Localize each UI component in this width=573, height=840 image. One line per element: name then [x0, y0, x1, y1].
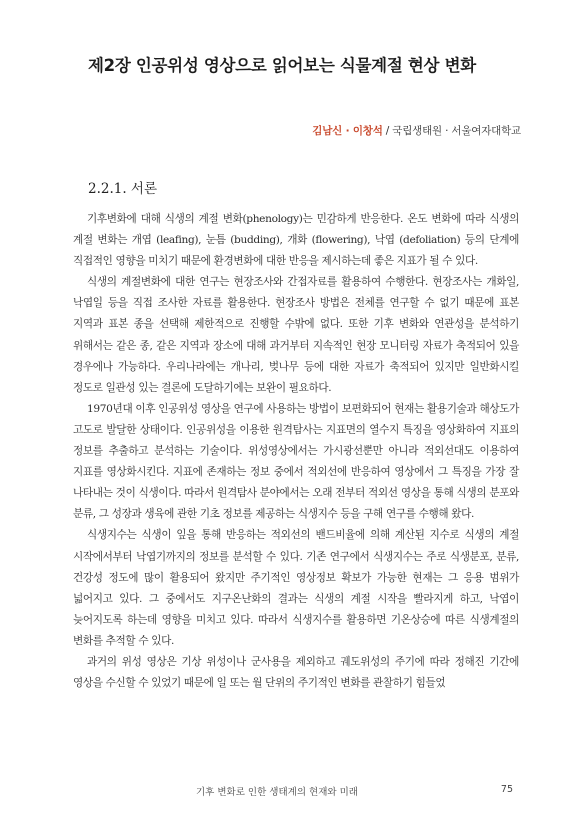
author-line: [312, 123, 521, 138]
author-affiliation: / 국립생태원 · 서울여자대학교: [382, 125, 521, 137]
paragraph: 식생지수는 식생이 잎을 통해 반응하는 적외선의 밴드비율에 의해 계산된 지수로 식생의 계절 시작에서부터 낙엽기까지의 정보를 분석할 수 있다. 기존 연구에서 식생지수는 주로 식생분포, 분류, 건강성 정도에 많이 활용되어 왔지만 주기적인 영상정보 확보가 가능한 현재는 그 응용 범위가 넓어지고 있다. 그 중에서도 지구온난화의 결과는 식생의 계절 시작을 빨라지게 하고, 낙엽이 늦어지도록 하는데 영향을 미치고 있다. 따라서 식생지수를 활용하면 기온상승에 따른 식생계절의 변화를 추적할 수 있다.: [73, 529, 519, 647]
body-text: [73, 209, 519, 694]
paragraph: 기후변화에 대해 식생의 계절 변화(phenology)는 민감하게 반응한다. 온도 변화에 따라 식생의 계절 변화는 개엽 (leafing), 눈틈 (budding), 개화 (flowering), 낙엽 (defoliation) 등의 단계에 직접적인 영향을 미치기 때문에 환경변화에 대한 반응을 제시하는데 좋은 지표가 될 수 있다.: [73, 213, 519, 268]
section-heading: 2.2.1. 서론: [88, 181, 158, 197]
footer-book-title: 기후 변화로 인한 생태계의 현재와 미래: [196, 787, 358, 798]
paragraph: 과거의 위성 영상은 기상 위성이나 군사용을 제외하고 궤도위성의 주기에 따라 정해진 기간에 영상을 수신할 수 있었기 때문에 일 또는 월 단위의 주기적인 변화를 관찰하기 힘들었: [73, 655, 519, 690]
paragraph: 1970년대 이후 인공위성 영상을 연구에 사용하는 방법이 보편화되어 현재는 활용기술과 해상도가 고도로 발달한 상태이다. 인공위성을 이용한 원격탐사는 지표면의 열수지 특징을 영상화하여 지표의 정보를 추출하고 분석하는 기술이다. 위성영상에서는 가시광선뿐만 아니라 적외선대도 이용하여 지표를 영상화시킨다. 지표에 존재하는 정보 중에서 적외선에 반응하여 영상에서 그 특징을 가장 잘 나타내는 것이 식생이다. 따라서 원격탐사 분야에서는 오래 전부터 적외선 영상을 통해 식생의 분포와 분류, 그 성장과 생육에 관한 기초 정보를 제공하는 식생지수 등을 구해 연구를 수행해 왔다.: [73, 402, 519, 521]
author-names: 김남신 · 이창석: [312, 125, 383, 137]
chapter-title: 제2장 인공위성 영상으로 읽어보는 식물계절 현상 변화: [88, 56, 476, 75]
paragraph: 식생의 계절변화에 대한 연구는 현장조사와 간접자료를 활용하여 수행한다. 현장조사는 개화일, 낙엽일 등을 직접 조사한 자료를 활용한다. 현장조사 방법은 전체를 연구할 수 없기 때문에 표본 지역과 표본 종을 선택해 제한적으로 진행할 수밖에 없다. 또한 기후 변화와 연관성을 분석하기 위해서는 같은 종, 같은 지역과 장소에 대해 과거부터 지속적인 현장 모니터링 자료가 축적되어 있을 경우에나 가능하다. 우리나라에는 개나리, 벚나무 등에 대한 자료가 축적되어 있지만 일반화시킬 정도로 일관성 있는 결론에 도달하기에는 보완이 필요하다.: [73, 276, 519, 394]
page-number: 75: [500, 784, 513, 795]
